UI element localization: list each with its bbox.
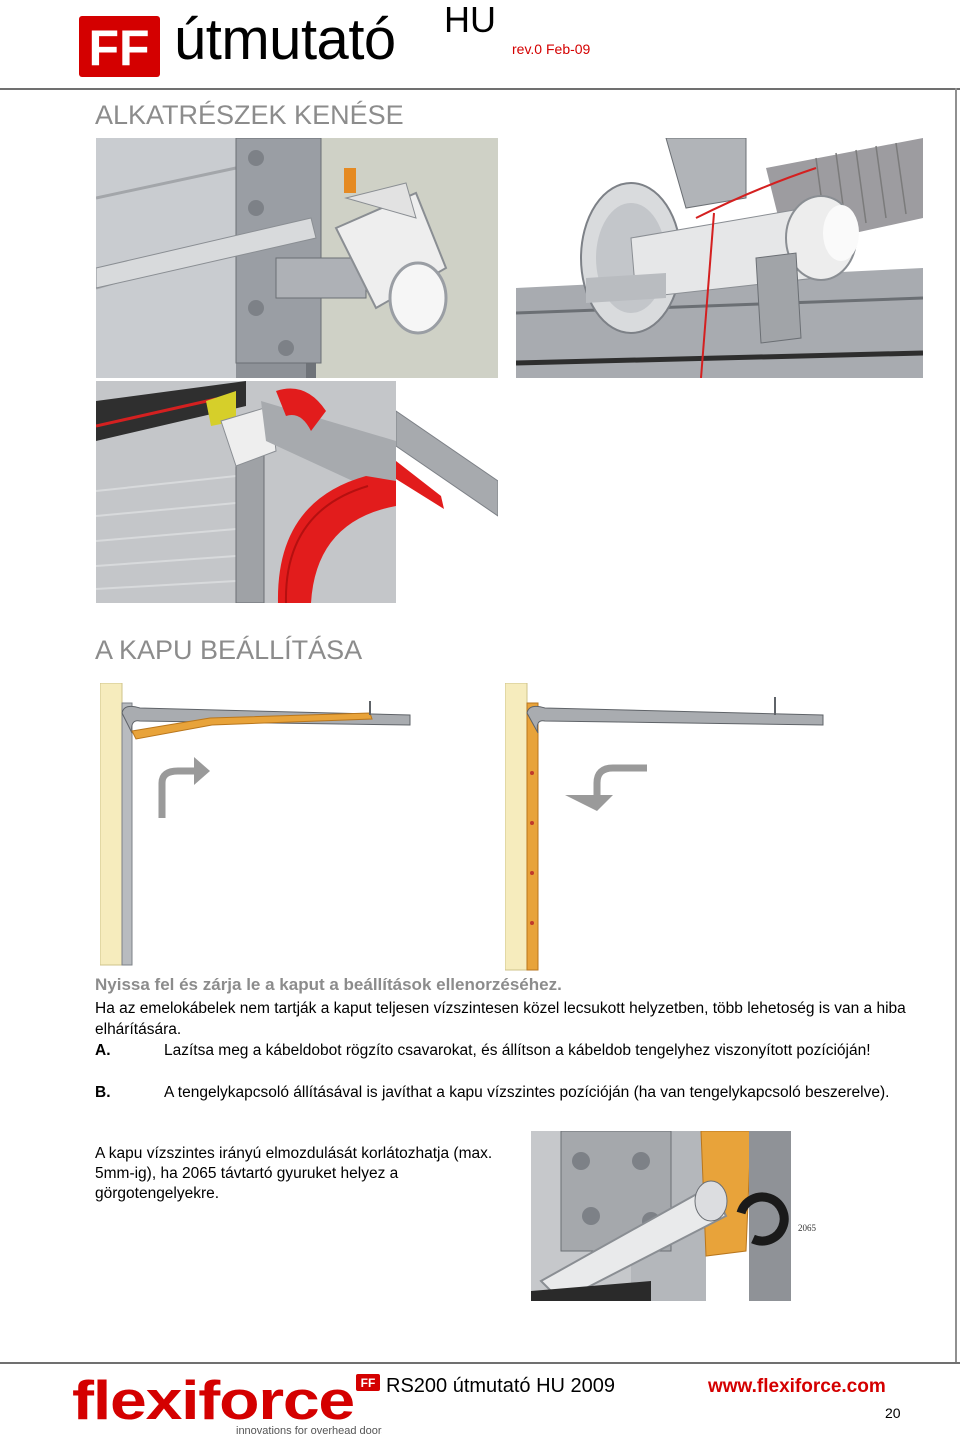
- header-divider: [0, 88, 960, 90]
- ff-logo-text: FF: [88, 20, 150, 76]
- brand-tagline: innovations for overhead doors: [236, 1425, 382, 1437]
- flexiforce-logo: [72, 1371, 382, 1437]
- figure-spacer-ring: [531, 1131, 821, 1301]
- figure-grease-track-curve: [96, 381, 396, 603]
- step-b-label: B.: [95, 1084, 111, 1101]
- language-code: HU: [444, 0, 496, 40]
- figure-grease-cable-drum: [516, 138, 923, 378]
- brand-wordmark: flexiforce: [72, 1371, 354, 1431]
- footer-website-link[interactable]: www.flexiforce.com: [708, 1376, 886, 1397]
- step-b: [95, 1082, 942, 1103]
- figure-door-closing: [505, 683, 825, 973]
- instruction-heading: Nyissa fel és zárja le a kaput a beállítások ellenorzéséhez.: [95, 975, 562, 994]
- step-a-label: A.: [95, 1042, 111, 1059]
- document-title: útmutató: [174, 7, 396, 72]
- revision-label: rev.0 Feb-09: [512, 41, 591, 57]
- step-a-text: Lazítsa meg a kábeldobot rögzíto csavarokat, és állítson a kábeldob tengelyhez viszonyított pozícióján!: [164, 1042, 871, 1059]
- paragraph-spacer-note: A kapu vízszintes irányú elmozdulását korlátozhatja (max. 5mm-ig), ha 2065 távtartó gyuruket helyez a görgotengelyekre.: [95, 1145, 493, 1202]
- page-frame-right: [955, 88, 957, 1363]
- paragraph-cables: Ha az emelokábelek nem tartják a kaput teljesen vízszintesen közel lecsukott helyzetben, több lehetoség is van a hiba elhárítására.: [95, 1000, 906, 1038]
- step-b-text: A tengelykapcsoló állításával is javíthat a kapu vízszintes pozícióján (ha van tengelykapcsoló beszerelve).: [164, 1084, 890, 1101]
- figure-grease-track-extension: [396, 381, 498, 603]
- spacer-part-label: 2065: [798, 1223, 816, 1233]
- ff-logo: [79, 16, 160, 77]
- brand-badge: FF: [360, 1376, 376, 1390]
- figure-grease-bearing: [96, 138, 498, 378]
- step-a: [95, 1040, 942, 1061]
- page-number: 20: [885, 1405, 901, 1421]
- section-title-lubrication: ALKATRÉSZEK KENÉSE: [95, 100, 404, 130]
- footer-divider: [0, 1362, 960, 1364]
- figure-door-opening: [100, 683, 420, 968]
- footer-document-name: RS200 útmutató HU 2009: [386, 1375, 616, 1397]
- section-title-adjustment: A KAPU BEÁLLÍTÁSA: [95, 635, 363, 665]
